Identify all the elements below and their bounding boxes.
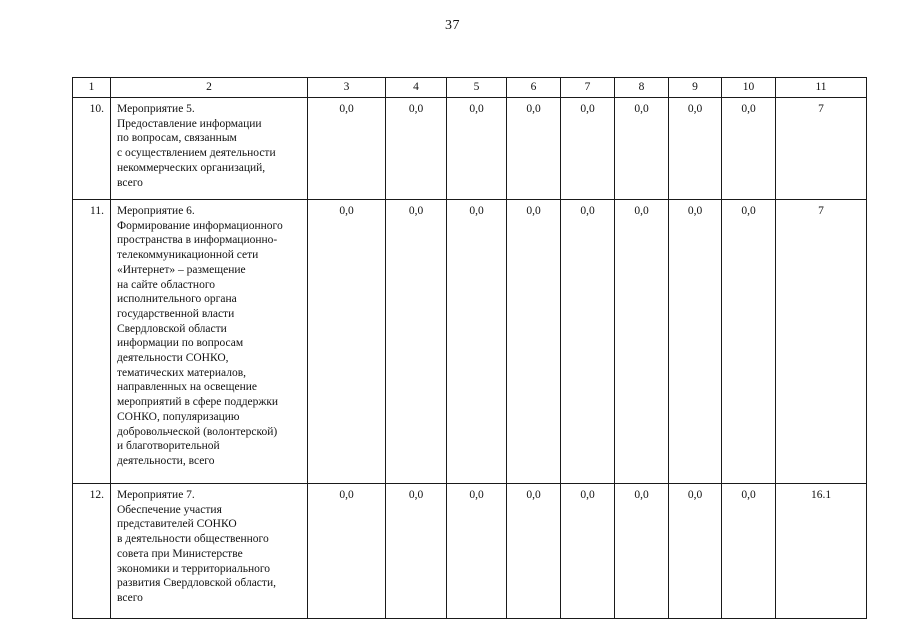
description-line: Мероприятие 5. [117, 103, 195, 115]
description-line: исполнительного органа [117, 293, 237, 306]
description-line: направленных на освещение [117, 381, 258, 394]
value-cell: 0,0 [308, 98, 386, 200]
row-description [111, 484, 308, 619]
column-header: 11 [776, 78, 867, 98]
value-cell: 0,0 [507, 484, 561, 619]
row-description [111, 98, 308, 200]
description-line: всего [117, 591, 143, 604]
description-line: по вопросам, связанным [117, 132, 237, 145]
page-number: 37 [445, 18, 460, 33]
description-line: всего [117, 176, 143, 189]
description-line: тематических материалов, [117, 366, 246, 379]
value-cell: 0,0 [308, 484, 386, 619]
description-line: государственной власти [117, 307, 235, 320]
description-line: деятельности, всего [117, 454, 215, 467]
description-line: «Интернет» – размещение [117, 263, 246, 276]
description-line: Предоставление информации [117, 117, 262, 130]
column-header: 7 [561, 78, 615, 98]
row-description [111, 200, 308, 484]
value-cell: 0,0 [722, 484, 776, 619]
table-row [73, 98, 867, 200]
value-cell: 0,0 [669, 98, 722, 200]
value-cell: 0,0 [447, 200, 507, 484]
column-header: 2 [111, 78, 308, 98]
column-header: 4 [386, 78, 447, 98]
value-cell: 0,0 [507, 98, 561, 200]
table-row [73, 200, 867, 484]
value-cell: 0,0 [669, 484, 722, 619]
description-line: экономики и территориального [117, 562, 271, 575]
column-header: 3 [308, 78, 386, 98]
description-line: на сайте областного [117, 278, 216, 291]
description-line: некоммерческих организаций, [117, 161, 266, 174]
value-cell: 0,0 [561, 484, 615, 619]
column-header: 9 [669, 78, 722, 98]
reference-cell: 16.1 [776, 484, 867, 619]
column-header: 10 [722, 78, 776, 98]
reference-cell: 7 [776, 98, 867, 200]
value-cell: 0,0 [669, 200, 722, 484]
description-line: Свердловской области [117, 322, 227, 335]
description-line: развития Свердловской области, [117, 577, 276, 590]
column-header: 1 [73, 78, 111, 98]
value-cell: 0,0 [507, 200, 561, 484]
value-cell: 0,0 [722, 200, 776, 484]
description-line: представителей СОНКО [117, 518, 237, 531]
value-cell: 0,0 [615, 98, 669, 200]
description-line: Обеспечение участия [117, 503, 222, 516]
value-cell: 0,0 [447, 484, 507, 619]
row-number: 11. [73, 200, 111, 484]
value-cell: 0,0 [386, 484, 447, 619]
budget-table [72, 77, 867, 619]
description-line: Мероприятие 7. [117, 489, 195, 501]
table-header-row [73, 78, 867, 98]
description-line: совета при Министерстве [117, 547, 243, 560]
description-line: мероприятий в сфере поддержки [117, 396, 279, 409]
row-number: 12. [73, 484, 111, 619]
description-line: деятельности СОНКО, [117, 352, 229, 365]
value-cell: 0,0 [308, 200, 386, 484]
row-number: 10. [73, 98, 111, 200]
description-line: телекоммуникационной сети [117, 249, 259, 262]
description-line: в деятельности общественного [117, 533, 269, 546]
value-cell: 0,0 [447, 98, 507, 200]
value-cell: 0,0 [615, 484, 669, 619]
value-cell: 0,0 [386, 200, 447, 484]
description-line: пространства в информационно- [117, 234, 278, 247]
description-line: Формирование информационного [117, 219, 283, 232]
description-line: Мероприятие 6. [117, 205, 195, 217]
reference-cell: 7 [776, 200, 867, 484]
value-cell: 0,0 [615, 200, 669, 484]
value-cell: 0,0 [386, 98, 447, 200]
description-line: информации по вопросам [117, 337, 244, 350]
value-cell: 0,0 [561, 200, 615, 484]
description-line: и благотворительной [117, 440, 220, 453]
column-header: 5 [447, 78, 507, 98]
description-line: СОНКО, популяризацию [117, 410, 240, 423]
column-header: 8 [615, 78, 669, 98]
table-row [73, 484, 867, 619]
description-line: с осуществлением деятельности [117, 147, 276, 160]
description-line: добровольческой (волонтерской) [117, 425, 278, 438]
value-cell: 0,0 [561, 98, 615, 200]
column-header: 6 [507, 78, 561, 98]
value-cell: 0,0 [722, 98, 776, 200]
